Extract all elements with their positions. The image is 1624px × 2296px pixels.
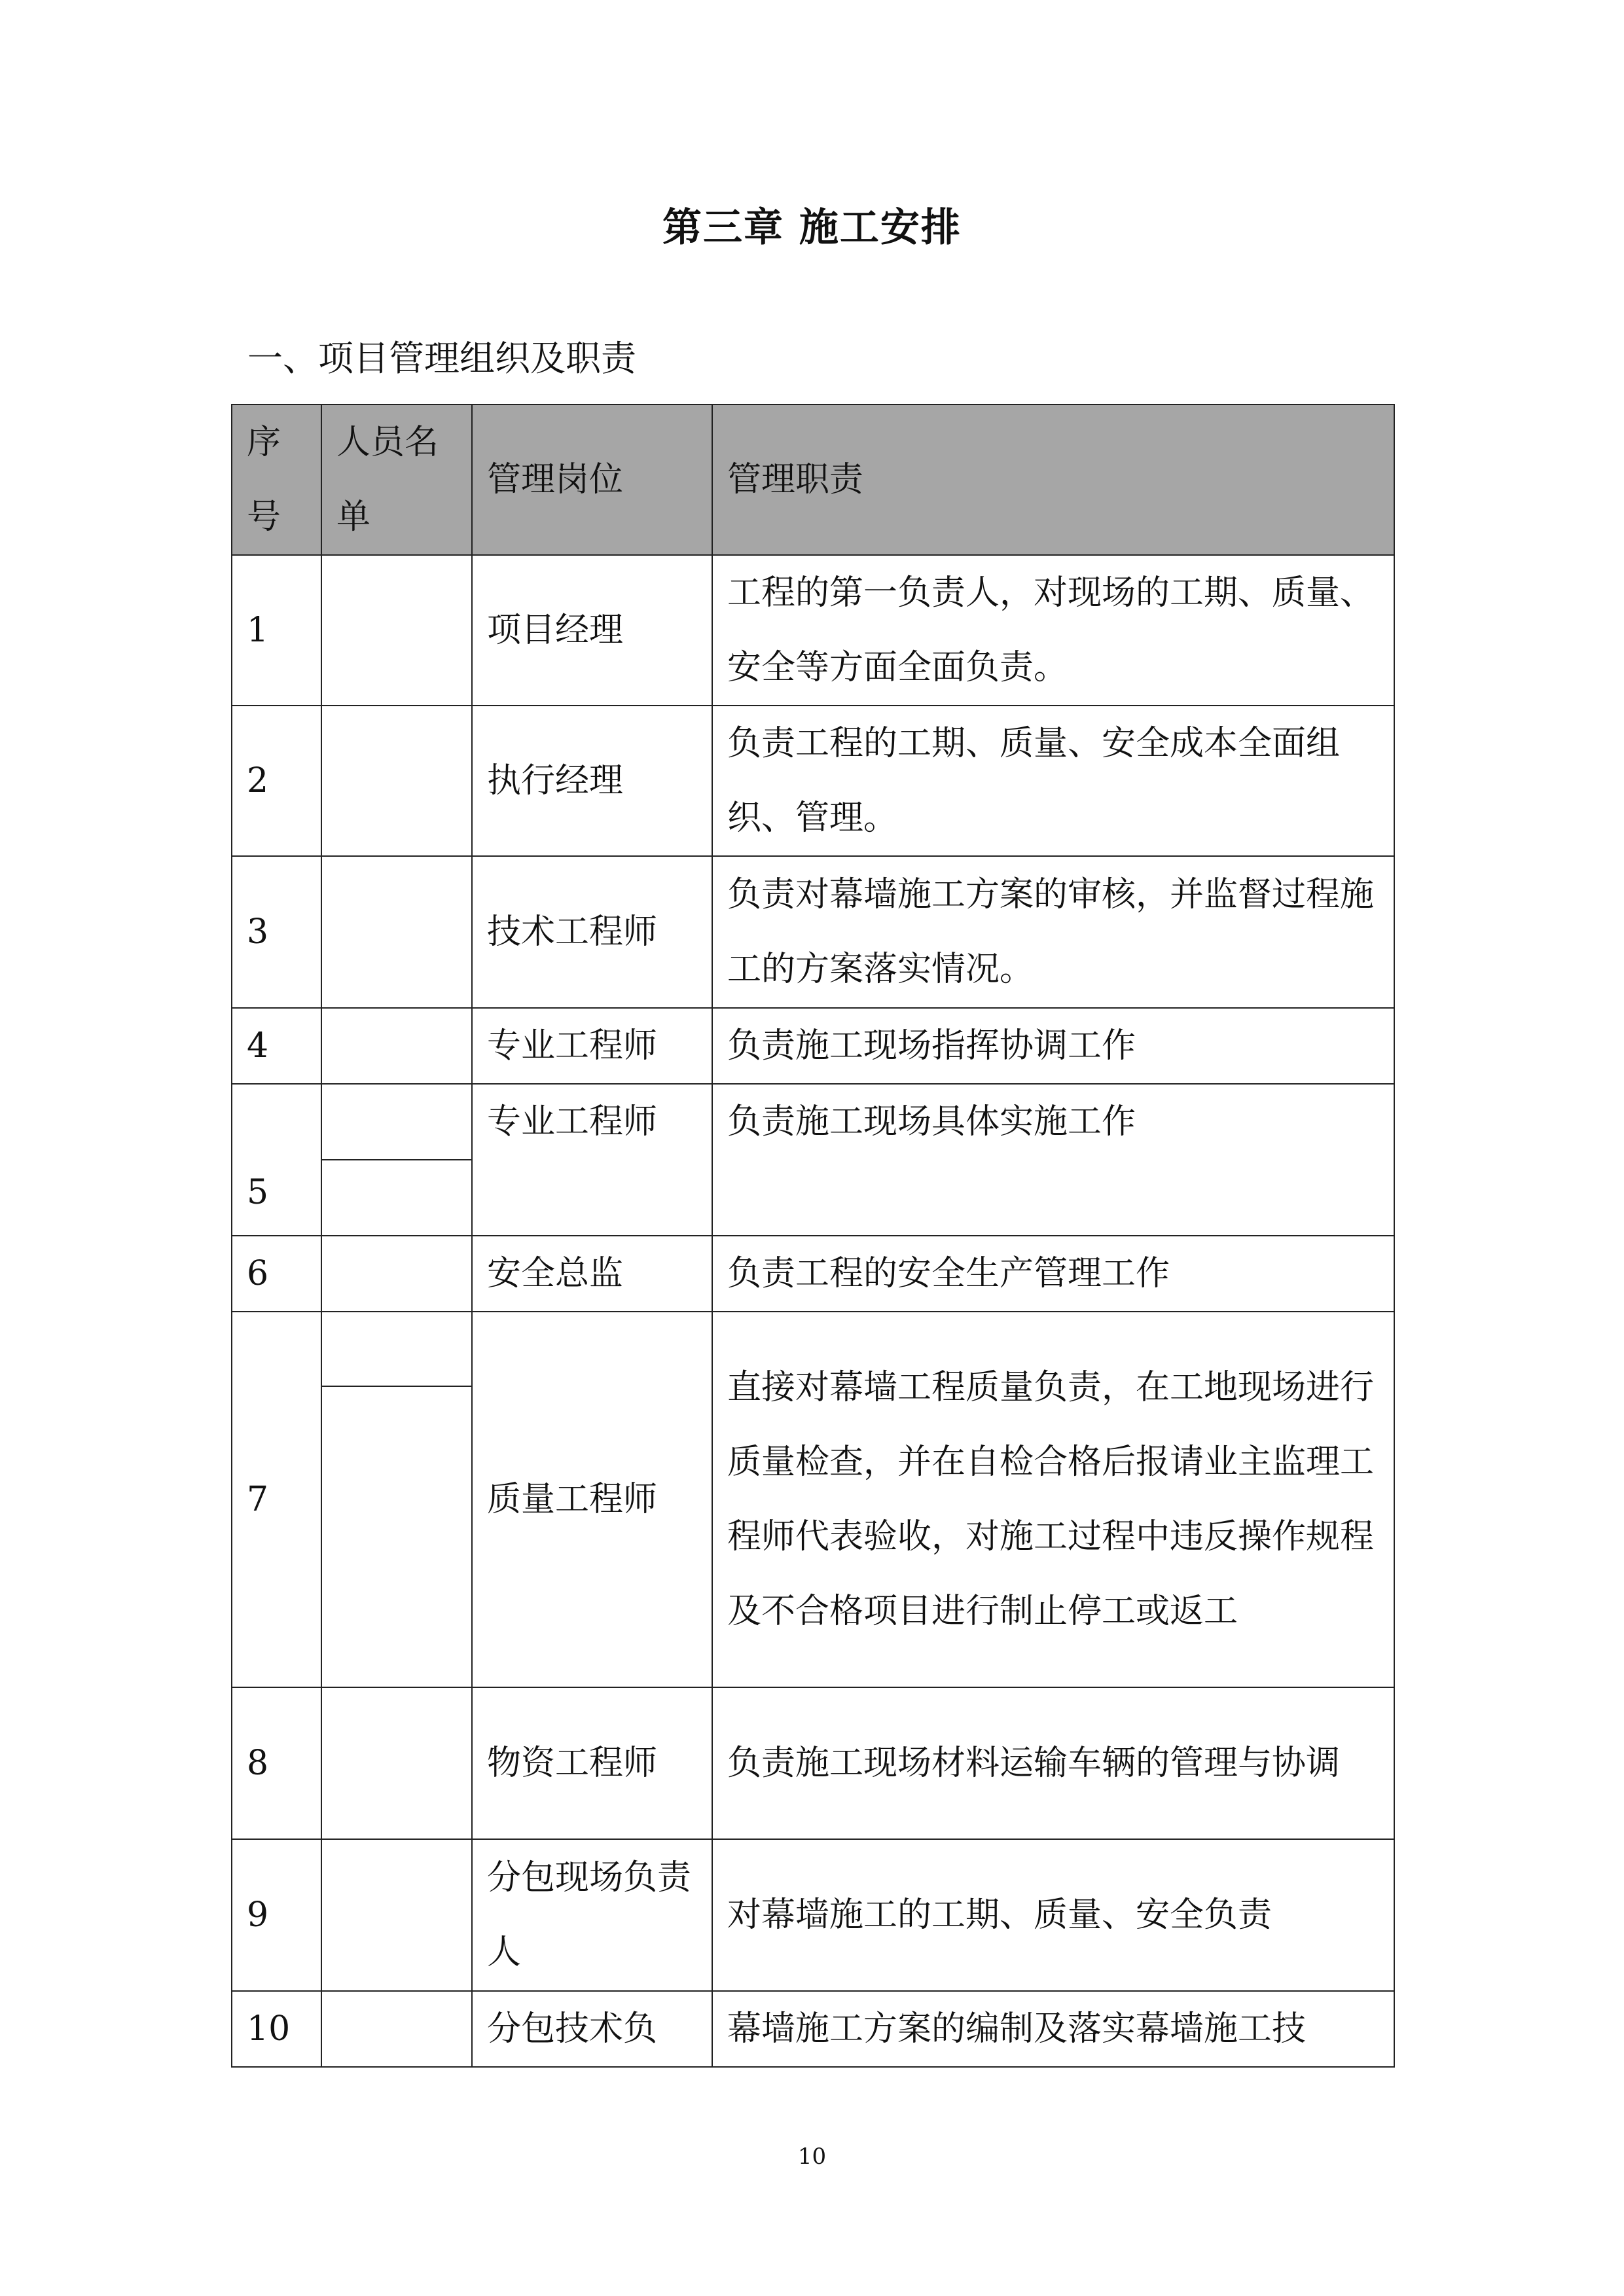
header-post: 管理岗位 [472, 404, 712, 555]
row-post: 物资工程师 [472, 1687, 712, 1839]
row-name-cell [321, 706, 472, 856]
row-duty: 对幕墙施工的工期、质量、安全负责 [712, 1839, 1394, 1991]
table-row [232, 1312, 1394, 1386]
row-no: 7 [232, 1312, 321, 1687]
header-no: 序号 [232, 404, 321, 555]
row-post: 项目经理 [472, 555, 712, 706]
row-name-cell [321, 1687, 472, 1839]
row-duty: 负责施工现场具体实施工作 [712, 1084, 1394, 1236]
row-no: 4 [232, 1008, 321, 1084]
row-name-cell [321, 555, 472, 706]
section-heading: 一、项目管理组织及职责 [247, 338, 636, 379]
row-post: 专业工程师 [472, 1008, 712, 1084]
row-duty: 负责工程的工期、质量、安全成本全面组织、管理。 [712, 706, 1394, 856]
table-row [232, 1008, 1394, 1084]
table-row [232, 1991, 1394, 2067]
row-no: 1 [232, 555, 321, 706]
row-duty: 负责施工现场指挥协调工作 [712, 1008, 1394, 1084]
row-name-cell [321, 1991, 472, 2067]
row-post: 技术工程师 [472, 856, 712, 1008]
row-name-cell [321, 1084, 472, 1160]
table-row [232, 555, 1394, 706]
table-header-row [232, 404, 1394, 555]
row-name-cell [321, 1160, 472, 1236]
table-row [232, 1839, 1394, 1991]
row-no: 5 [232, 1084, 321, 1236]
row-no: 6 [232, 1236, 321, 1312]
page-title: 第三章 施工安排 [662, 205, 962, 251]
table-row [232, 1084, 1394, 1160]
row-no: 8 [232, 1687, 321, 1839]
row-duty: 负责工程的安全生产管理工作 [712, 1236, 1394, 1312]
row-duty: 直接对幕墙工程质量负责，在工地现场进行质量检查，并在自检合格后报请业主监理工程师代表验收，对施工过程中违反操作规程及不合格项目进行制止停工或返工 [712, 1312, 1394, 1687]
header-duty: 管理职责 [712, 404, 1394, 555]
row-no: 9 [232, 1839, 321, 1991]
row-no: 10 [232, 1991, 321, 2067]
row-duty: 负责对幕墙施工方案的审核，并监督过程施工的方案落实情况。 [712, 856, 1394, 1008]
row-name-cell [321, 1839, 472, 1991]
row-name-cell [321, 1008, 472, 1084]
row-name-cell [321, 1236, 472, 1312]
table-row [232, 1687, 1394, 1839]
row-duty: 工程的第一负责人，对现场的工期、质量、安全等方面全面负责。 [712, 555, 1394, 706]
row-post: 分包技术负 [472, 1991, 712, 2067]
row-post: 安全总监 [472, 1236, 712, 1312]
row-name-cell [321, 856, 472, 1008]
row-duty: 幕墙施工方案的编制及落实幕墙施工技 [712, 1991, 1394, 2067]
page-number: 10 [797, 2144, 827, 2170]
row-name-cell [321, 1312, 472, 1386]
row-post: 专业工程师 [472, 1084, 712, 1236]
header-name: 人员名单 [321, 404, 472, 555]
row-post: 质量工程师 [472, 1312, 712, 1687]
row-post: 执行经理 [472, 706, 712, 856]
row-no: 2 [232, 706, 321, 856]
row-no: 3 [232, 856, 321, 1008]
row-post: 分包现场负责人 [472, 1839, 712, 1991]
management-duty-table [231, 404, 1395, 2068]
row-duty: 负责施工现场材料运输车辆的管理与协调 [712, 1687, 1394, 1839]
table-row [232, 856, 1394, 1008]
table-row [232, 1236, 1394, 1312]
row-name-cell [321, 1386, 472, 1687]
table-row [232, 706, 1394, 856]
